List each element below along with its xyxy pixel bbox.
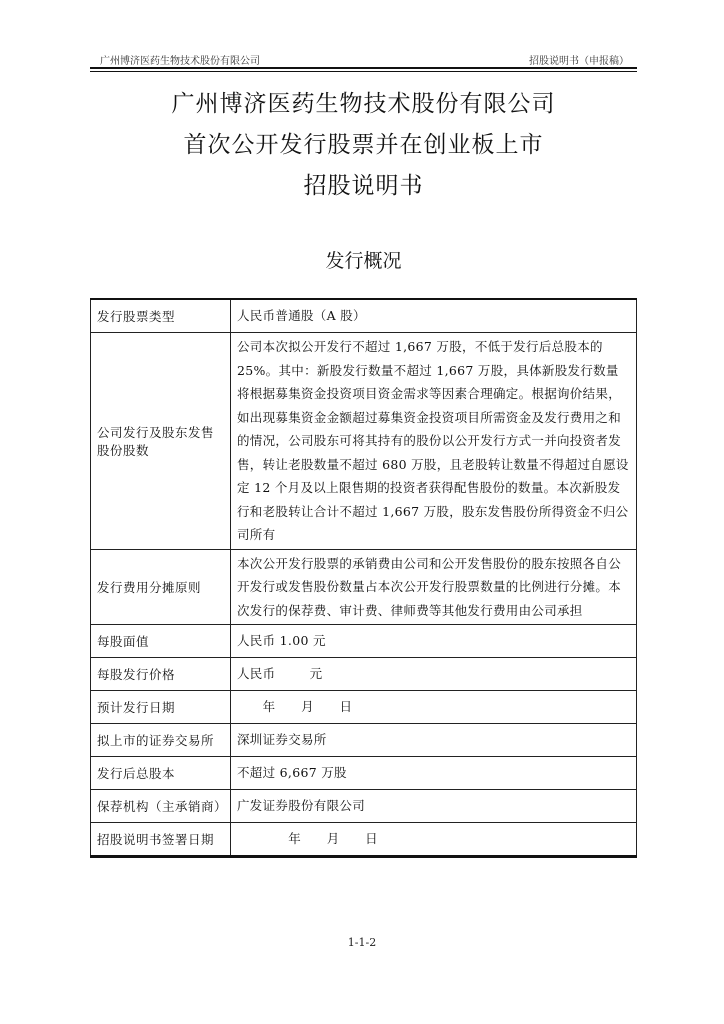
row-label: 发行费用分摊原则 xyxy=(91,549,231,625)
table-row xyxy=(91,823,637,857)
section-title: 发行概况 xyxy=(325,250,402,272)
running-header xyxy=(90,50,637,66)
document-title xyxy=(90,84,637,207)
row-label: 公司发行及股东发售股份股数 xyxy=(91,333,231,550)
header-rule xyxy=(90,67,637,69)
title-line-prospectus: 招股说明书 xyxy=(303,173,424,199)
row-value: 人民币 1.00 元 xyxy=(231,625,637,658)
table-row xyxy=(91,691,637,724)
row-value: 年 月 日 xyxy=(231,823,637,857)
row-value: 不超过 6,667 万股 xyxy=(231,757,637,790)
row-value: 人民币 元 xyxy=(231,658,637,691)
row-label: 招股说明书签署日期 xyxy=(91,823,231,857)
row-label: 发行股票类型 xyxy=(91,299,231,333)
row-label: 每股面值 xyxy=(91,625,231,658)
row-value: 深圳证券交易所 xyxy=(231,724,637,757)
offering-summary-table xyxy=(90,298,637,858)
row-label: 保荐机构（主承销商） xyxy=(91,790,231,823)
title-line-company: 广州博济医药生物技术股份有限公司 xyxy=(171,91,556,117)
row-value: 人民币普通股（A 股） xyxy=(231,299,637,333)
table-row xyxy=(91,658,637,691)
table-row xyxy=(91,625,637,658)
table-row xyxy=(91,757,637,790)
table-row xyxy=(91,724,637,757)
title-line-offering: 首次公开发行股票并在创业板上市 xyxy=(183,132,544,158)
table-row xyxy=(91,299,637,333)
row-label: 每股发行价格 xyxy=(91,658,231,691)
row-value: 公司本次拟公开发行不超过 1,667 万股，不低于发行后总股本的 25%。其中：新股发行数量不超过 1,667 万股，具体新股发行数量将根据募集资金投资项目资金需求等因素合理确定。根据询价结果，如出现募集资金金额超过募集资金投资项目所需资金及发行费用之和的情况，公司股东可将其持有的股份以公开发行方式一并向投资者发售，转让老股数量不超过 680 万股，且老股转让数量不得超过自愿设定 12 个月及以上限售期的投资者获得配售股份的数量。本次新股发行和老股转让合计不超过 1,667 万股，股东发售股份所得资金不归公司所有 xyxy=(231,333,637,550)
row-value: 年 月 日 xyxy=(231,691,637,724)
page-number: 1-1-2 xyxy=(347,936,377,949)
table-row xyxy=(91,790,637,823)
table-row xyxy=(91,549,637,625)
row-label: 拟上市的证券交易所 xyxy=(91,724,231,757)
row-value: 广发证券股份有限公司 xyxy=(231,790,637,823)
row-value: 本次公开发行股票的承销费由公司和公开发售股份的股东按照各自公开发行或发售股份数量占本次公开发行股票数量的比例进行分摊。本次发行的保荐费、审计费、律师费等其他发行费用由公司承担 xyxy=(231,549,637,625)
header-company-name: 广州博济医药生物技术股份有限公司 xyxy=(100,56,260,67)
table-row xyxy=(91,333,637,550)
row-label: 发行后总股本 xyxy=(91,757,231,790)
header-document-type: 招股说明书（申报稿） xyxy=(529,56,629,67)
header-rule-thin xyxy=(90,71,637,72)
row-label: 预计发行日期 xyxy=(91,691,231,724)
